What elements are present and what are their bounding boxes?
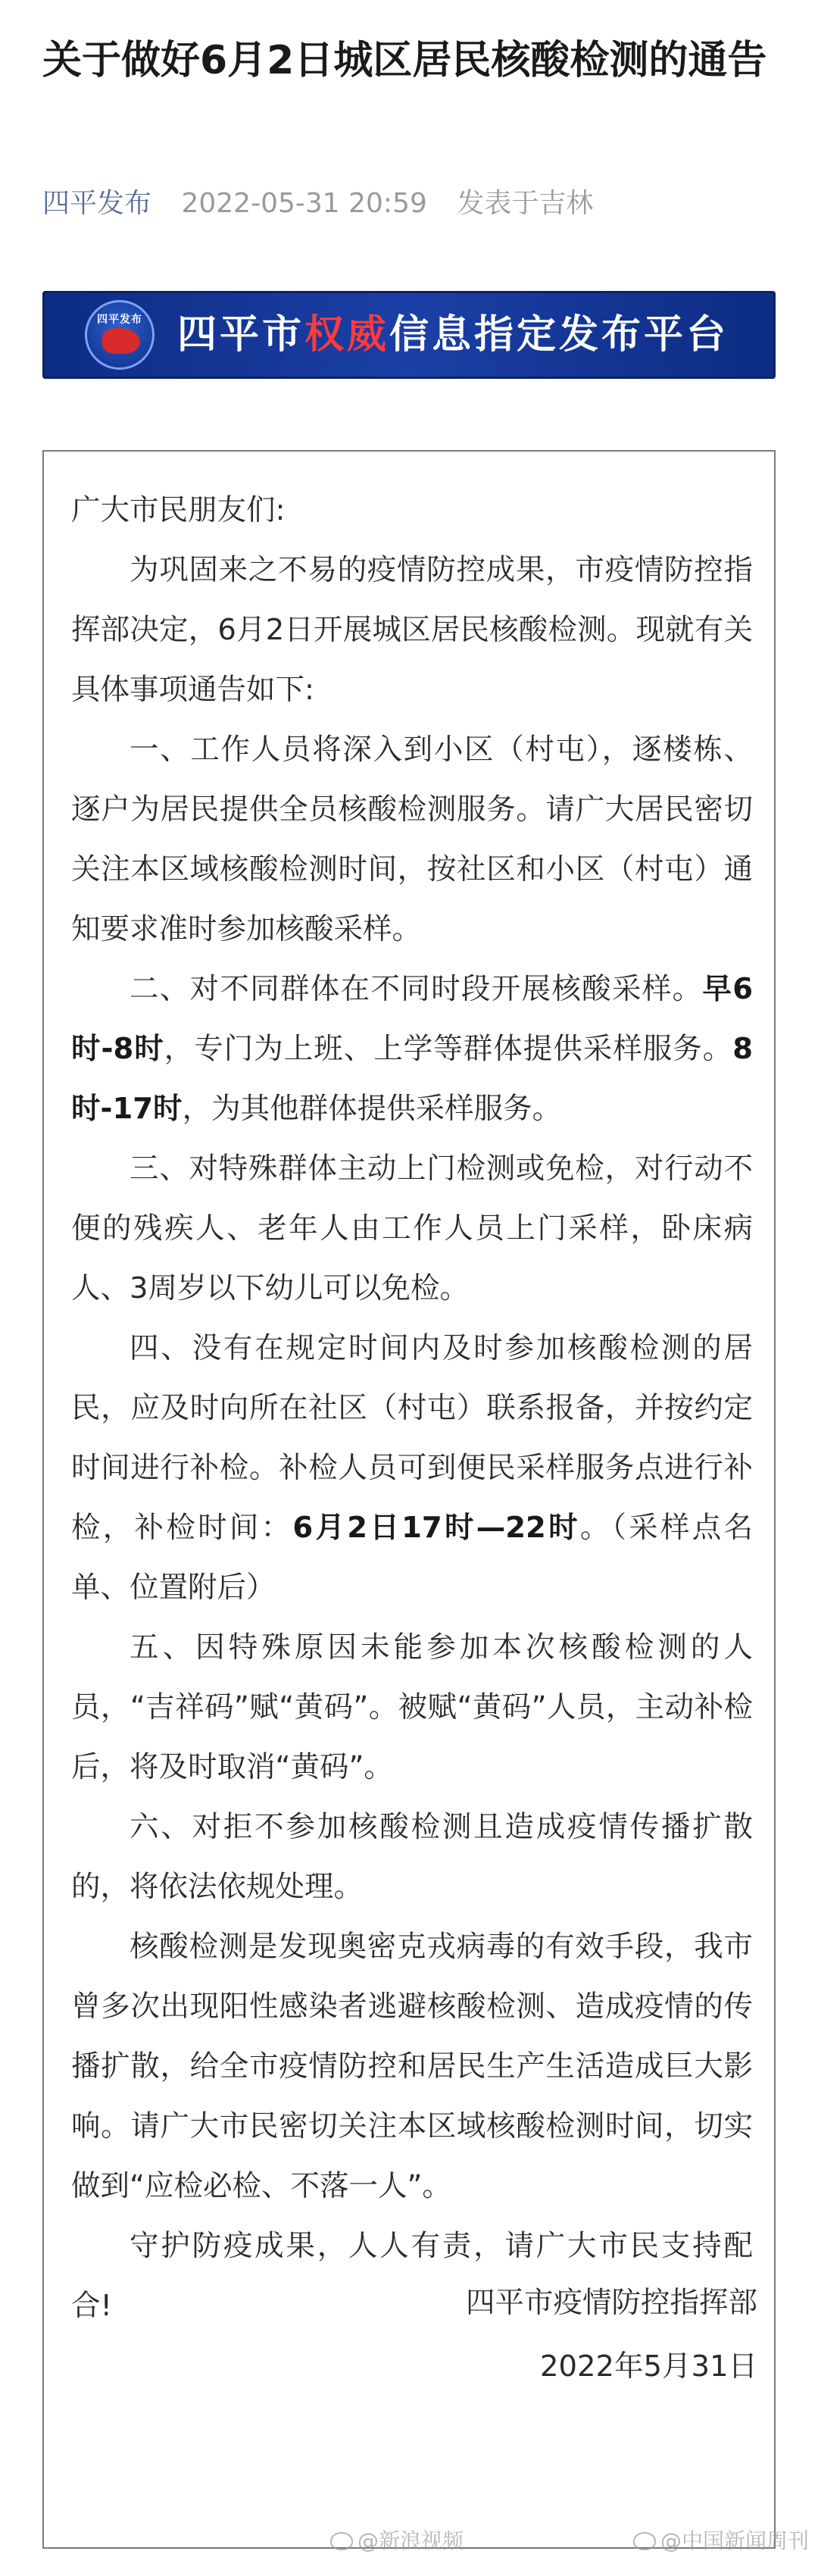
notice-item-4: [71, 1318, 753, 1618]
banner-title-pre: 四平市: [177, 311, 305, 358]
weibo-icon: [330, 2532, 353, 2550]
item-2-time-day: 8时-17时: [71, 1032, 753, 1126]
notice-body: [71, 480, 753, 2336]
item-4-text-c: 。（采样点名单、位置附后）: [71, 1511, 753, 1605]
logo-map-mark: [102, 328, 140, 354]
watermarks: [0, 2520, 818, 2565]
notice-greeting: 广大市民朋友们:: [71, 493, 286, 527]
notice-item-1: 一、工作人员将深入到小区（村屯），逐楼栋、逐户为居民提供全员核酸检测服务。请广大居民密切关注本区域核酸检测时间，按社区和小区（村屯）通知要求准时参加核酸采样。: [71, 733, 753, 946]
account-name-link[interactable]: 四平发布: [42, 188, 152, 219]
notice-signature: [466, 2271, 757, 2399]
banner-title-post: 信息指定发布平台: [389, 311, 729, 358]
notice-item-6: 六、对拒不参加核酸检测且造成疫情传播扩散的，将依法依规处理。: [71, 1810, 753, 1904]
item-2-time-morning: 早6时-8时: [71, 972, 753, 1066]
signature-organization: 四平市疫情防控指挥部: [465, 2286, 757, 2320]
item-4-retest-time: 6月2日17时—22时: [292, 1511, 580, 1545]
watermark-left-text: @新浪视频: [357, 2528, 464, 2553]
item-4-text-a: 四、没有在规定时间内及时参加核酸检测的居民，应及时向所在社区（村屯）联系报备，并按约定时间进行补检。补检人员可到便民采样服务点进行补检，补检时间：: [71, 1331, 753, 1545]
notice-item-2: [71, 959, 753, 1139]
signature-date: 2022年5月31日: [540, 2349, 757, 2384]
weibo-icon: [633, 2532, 656, 2550]
notice-item-5: 五、因特殊原因未能参加本次核酸检测的人员，“吉祥码”赋“黄码”。被赋“黄码”人员，主动补检后，将及时取消“黄码”。: [71, 1630, 753, 1784]
item-2-text-a: 二、对不同群体在不同时段开展核酸采样。: [130, 972, 703, 1006]
watermark-sina-video: [330, 2526, 464, 2556]
banner-title-highlight: 权威: [304, 311, 390, 358]
article-title: 关于做好6月2日城区居民核酸检测的通告: [42, 38, 767, 83]
platform-banner-image: [42, 291, 776, 379]
item-2-text-d: ，为其他群体提供采样服务。: [182, 1092, 562, 1126]
notice-paragraph-7: 核酸检测是发现奥密克戎病毒的有效手段，我市曾多次出现阳性感染者逃避核酸检测、造成疫情的传播扩散，给全市疫情防控和居民生产生活造成巨大影响。请广大市民密切关注本区域核酸检测时间，切实做到“应检必检、不落一人”。: [71, 1930, 753, 2203]
article-meta: [42, 185, 593, 223]
siping-release-logo-icon: [85, 300, 155, 370]
logo-text: 四平发布: [97, 314, 142, 326]
watermark-right-text: @中国新闻周刊: [660, 2528, 810, 2553]
watermark-china-newsweek: [633, 2526, 809, 2556]
notice-item-3: 三、对特殊群体主动上门检测或免检，对行动不便的残疾人、老年人由工作人员上门采样，卧床病人、3周岁以下幼儿可以免检。: [71, 1152, 753, 1305]
notice-closing: 守护防疫成果，人人有责，请广大市民支持配合!: [71, 2229, 753, 2323]
item-2-text-c: ，专门为上班、上学等群体提供采样服务。: [164, 1032, 733, 1066]
publish-datetime: 2022-05-31 20:59: [181, 188, 427, 219]
publish-location: 发表于吉林: [457, 188, 594, 219]
banner-title: [177, 308, 729, 362]
notice-intro: 为巩固来之不易的疫情防控成果，市疫情防控指挥部决定，6月2日开展城区居民核酸检测。现就有关具体事项通告如下:: [71, 553, 753, 707]
